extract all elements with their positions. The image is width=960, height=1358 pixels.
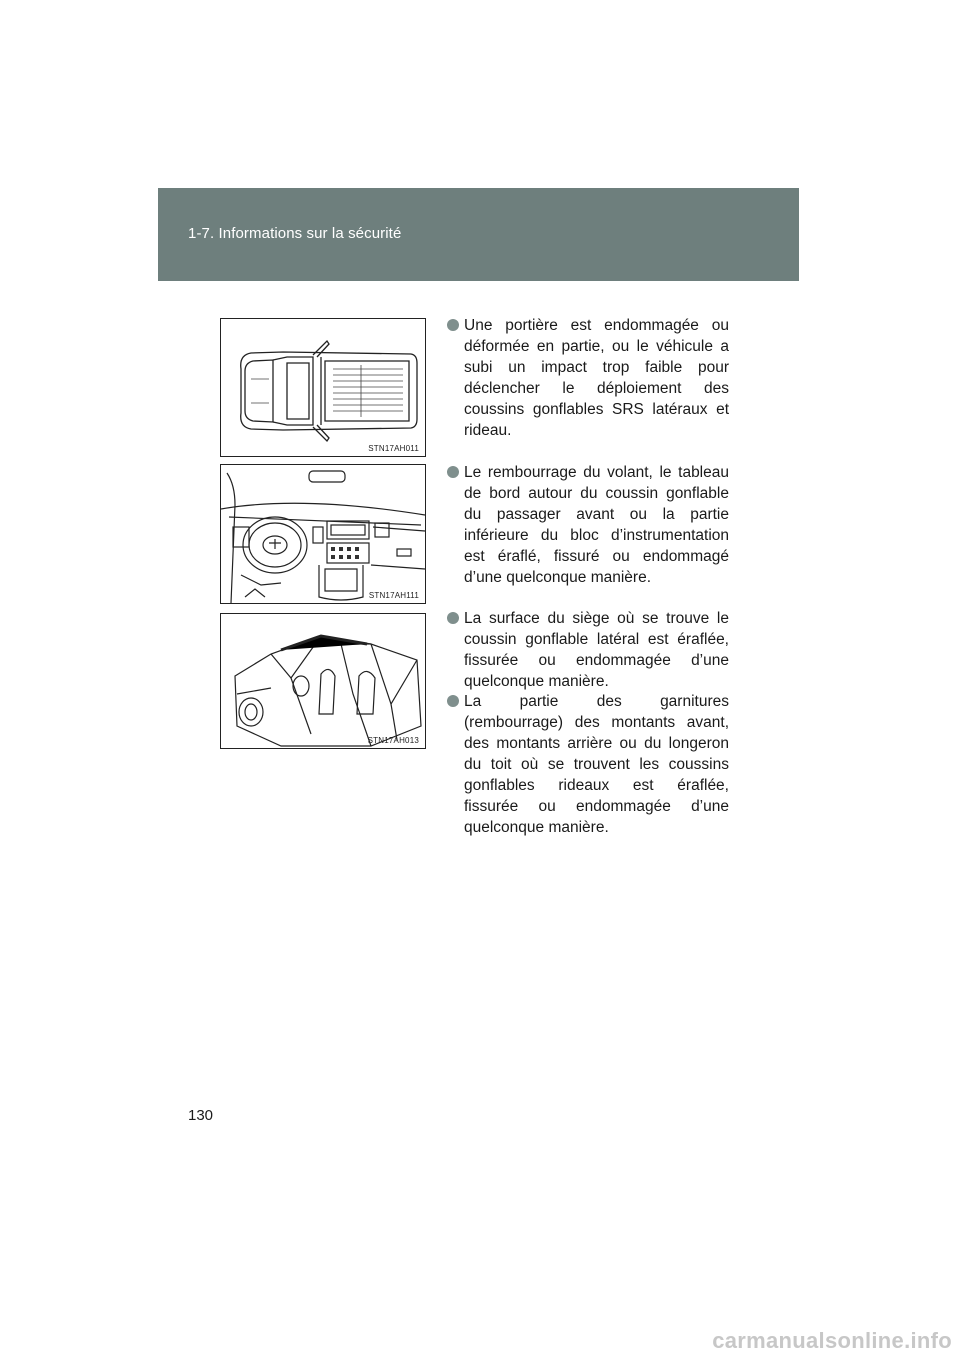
bullet-text: Une portière est endommagée ou déformée en partie, ou le véhicule a subi un impact trop faible pour déclencher le déploiement des coussins gonflables SRS latéraux et rideau. — [464, 317, 729, 439]
bullet-dot-icon — [447, 319, 459, 331]
bullet-dot-icon — [447, 466, 459, 478]
watermark: carmanualsonline.info — [712, 1328, 952, 1353]
figure-code: STN17AH111 — [368, 591, 419, 600]
figure-vehicle-cutaway — [220, 613, 426, 749]
figure-code: STN17AH011 — [368, 444, 419, 453]
bullet-text: La partie des garnitures (rembourrage) des montants avant, des montants arrière ou du longeron du toit où se trouvent les coussins gonflables rideaux est éraflée, fissurée ou endommagée d’une quelconque manière. — [464, 693, 729, 836]
figure-truck-top-view — [220, 318, 426, 457]
bullet-item — [447, 691, 729, 838]
bullet-item — [447, 315, 729, 441]
bullet-dot-icon — [447, 612, 459, 624]
vehicle-cutaway-illustration — [221, 614, 425, 748]
figure-dashboard — [220, 464, 426, 604]
bullet-item — [447, 608, 729, 692]
section-header-band — [158, 188, 799, 281]
page-number: 130 — [188, 1107, 214, 1124]
bullet-text: La surface du siège où se trouve le coussin gonflable latéral est éraflée, fissurée ou endommagée d’une quelconque manière. — [464, 610, 729, 690]
figure-code: STN17AH013 — [367, 736, 419, 745]
dashboard-illustration — [221, 465, 425, 603]
bullet-item — [447, 462, 729, 588]
bullet-dot-icon — [447, 695, 459, 707]
bullet-text: Le rembourrage du volant, le tableau de bord autour du coussin gonflable du passager avant ou la partie inférieure du bloc d’instrumentation est éraflé, fissuré ou endommagé d’une quelconque manière. — [464, 464, 729, 586]
truck-top-view-illustration — [221, 319, 425, 456]
section-title: 1-7. Informations sur la sécurité — [188, 225, 402, 242]
